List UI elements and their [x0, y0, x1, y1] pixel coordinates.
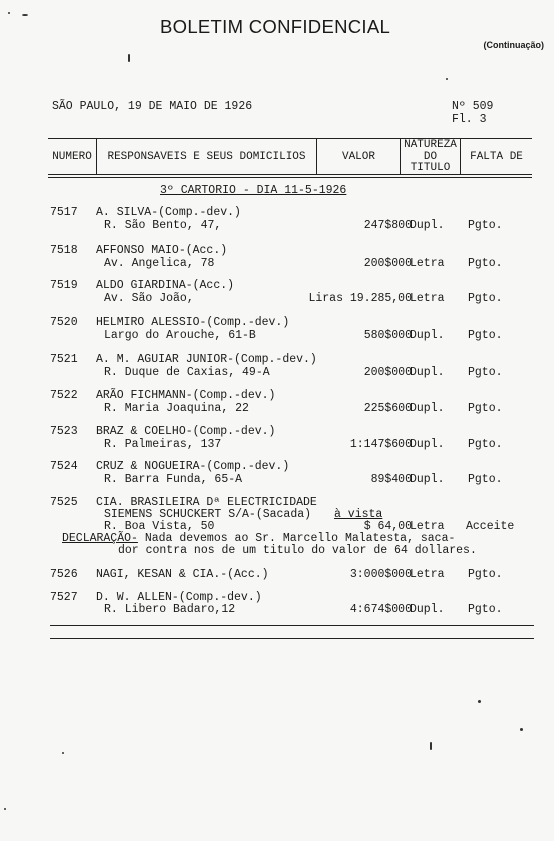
record-address: R. Maria Joaquina, 22 [104, 402, 249, 415]
record-number: 7520 [50, 316, 78, 329]
record-name: ARÃO FICHMANN-(Comp.-dev.) [96, 389, 276, 402]
place-date: SÃO PAULO, 19 DE MAIO DE 1926 [52, 100, 253, 113]
record-nature: Letra [410, 568, 445, 581]
record-a-vista: à vista [334, 508, 383, 521]
record-number: 7527 [50, 591, 78, 604]
scan-speck [22, 14, 28, 16]
record-falta: Pgto. [468, 438, 503, 451]
continuation-label: (Continuação) [483, 40, 544, 50]
declaration-text-2: dor contra nos de um titulo do valor de 64 dollares. [118, 544, 477, 557]
bulletin-number: Nº 509 [452, 100, 494, 113]
record-falta: Pgto. [468, 473, 503, 486]
record-address: R. Boa Vista, 50 [104, 520, 215, 533]
record-number: 7517 [50, 206, 78, 219]
record-falta: Pgto. [468, 329, 503, 342]
record-name: BRAZ & COELHO-(Comp.-dev.) [96, 425, 276, 438]
sheet-number: Fl. 3 [452, 113, 487, 126]
record-falta: Pgto. [468, 568, 503, 581]
record-name: D. W. ALLEN-(Comp.-dev.) [96, 591, 262, 604]
record-name-line1: CIA. BRASILEIRA Dª ELECTRICIDADE [96, 496, 317, 509]
table-row [0, 244, 554, 274]
record-falta: Acceite [466, 520, 515, 533]
scan-speck [62, 752, 64, 754]
record-address: Av. Angelica, 78 [104, 257, 215, 270]
record-value: $ 64,00 [363, 520, 412, 533]
header-falta-de: FALTA DE [470, 151, 523, 163]
record-address: R. Palmeiras, 137 [104, 438, 222, 451]
section-title: 3º CARTORIO - DIA 11-5-1926 [160, 184, 347, 197]
table-row [0, 279, 554, 309]
record-nature: Dupl. [410, 329, 445, 342]
page-title: BOLETIM CONFIDENCIAL [160, 16, 391, 37]
header-natureza-1: NATUREZA [404, 139, 457, 151]
record-address: Largo do Arouche, 61-B [104, 329, 256, 342]
record-nature: Dupl. [410, 438, 445, 451]
record-number: 7519 [50, 279, 78, 292]
record-number: 7521 [50, 353, 78, 366]
record-value: 200$000 [363, 366, 412, 379]
record-address: R. Libero Badaro,12 [104, 603, 236, 616]
scan-speck [520, 728, 523, 731]
record-falta: Pgto. [468, 603, 503, 616]
header-valor: VALOR [341, 151, 375, 163]
record-name-line2: SIEMENS SCHUCKERT S/A-(Sacada) [104, 508, 312, 521]
record-name: CRUZ & NOGUEIRA-(Comp.-dev.) [96, 460, 290, 473]
table-row [0, 496, 554, 560]
record-value: 200$000 [363, 257, 412, 270]
scan-speck [478, 700, 481, 703]
scan-speck [128, 54, 130, 62]
scan-speck [8, 12, 10, 14]
table-row [0, 591, 554, 621]
table-row [0, 460, 554, 490]
table-header-bottom-rule [48, 174, 532, 175]
table-row [0, 316, 554, 346]
record-number: 7526 [50, 568, 78, 581]
record-name: NAGI, KESAN & CIA.-(Acc.) [96, 568, 269, 581]
record-falta: Pgto. [468, 257, 503, 270]
record-value: 247$800 [363, 219, 412, 232]
table-row [0, 389, 554, 419]
declaration-label: DECLARAÇÃO- [62, 532, 138, 545]
bottom-rule-2 [50, 638, 534, 639]
record-nature: Dupl. [410, 219, 445, 232]
record-value: 225$600 [363, 402, 412, 415]
record-address: R. Barra Funda, 65-A [104, 473, 243, 486]
table-row [0, 568, 554, 588]
record-number: 7518 [50, 244, 78, 257]
scan-speck [446, 78, 448, 80]
record-number: 7524 [50, 460, 78, 473]
record-nature: Letra [410, 292, 445, 305]
record-number: 7525 [50, 496, 78, 509]
scan-speck [4, 808, 6, 810]
record-number: 7523 [50, 425, 78, 438]
record-name: AFFONSO MAIO-(Acc.) [96, 244, 228, 257]
header-responsaveis: RESPONSAVEIS E SEUS DOMICILIOS [107, 151, 306, 163]
record-nature: Dupl. [410, 473, 445, 486]
record-name: ALDO GIARDINA-(Acc.) [96, 279, 235, 292]
record-nature: Letra [410, 257, 445, 270]
record-nature: Dupl. [410, 402, 445, 415]
bottom-rule-1 [50, 625, 534, 626]
record-name: HELMIRO ALESSIO-(Comp.-dev.) [96, 316, 290, 329]
record-falta: Pgto. [468, 292, 503, 305]
record-falta: Pgto. [468, 402, 503, 415]
record-value: 3:000$000 [349, 568, 412, 581]
table-row [0, 206, 554, 236]
header-numero: NUMERO [52, 151, 92, 163]
record-value: 580$000 [363, 329, 412, 342]
table-row [0, 425, 554, 455]
record-value: Liras 19.285,00 [308, 292, 412, 305]
record-value: 4:674$000 [349, 603, 412, 616]
header-natureza-2: DO [423, 151, 438, 163]
record-name: A. M. AGUIAR JUNIOR-(Comp.-dev.) [96, 353, 317, 366]
table-header-bottom-rule-2 [48, 177, 532, 178]
record-falta: Pgto. [468, 366, 503, 379]
record-number: 7522 [50, 389, 78, 402]
record-value: 89$400 [370, 473, 412, 486]
record-value: 1:147$600 [349, 438, 412, 451]
record-name: A. SILVA-(Comp.-dev.) [96, 206, 241, 219]
header-natureza-3: TITULO [410, 162, 451, 174]
scan-speck [430, 742, 432, 750]
record-nature: Dupl. [410, 366, 445, 379]
declaration-text: Nada devemos ao Sr. Marcello Malatesta, saca- [137, 532, 456, 545]
record-address: Av. São João, [104, 292, 194, 305]
record-address: R. Duque de Caxias, 49-A [104, 366, 270, 379]
record-nature: Dupl. [410, 603, 445, 616]
record-falta: Pgto. [468, 219, 503, 232]
record-nature: Letra [410, 520, 445, 533]
record-address: R. São Bento, 47, [104, 219, 222, 232]
table-row [0, 353, 554, 383]
